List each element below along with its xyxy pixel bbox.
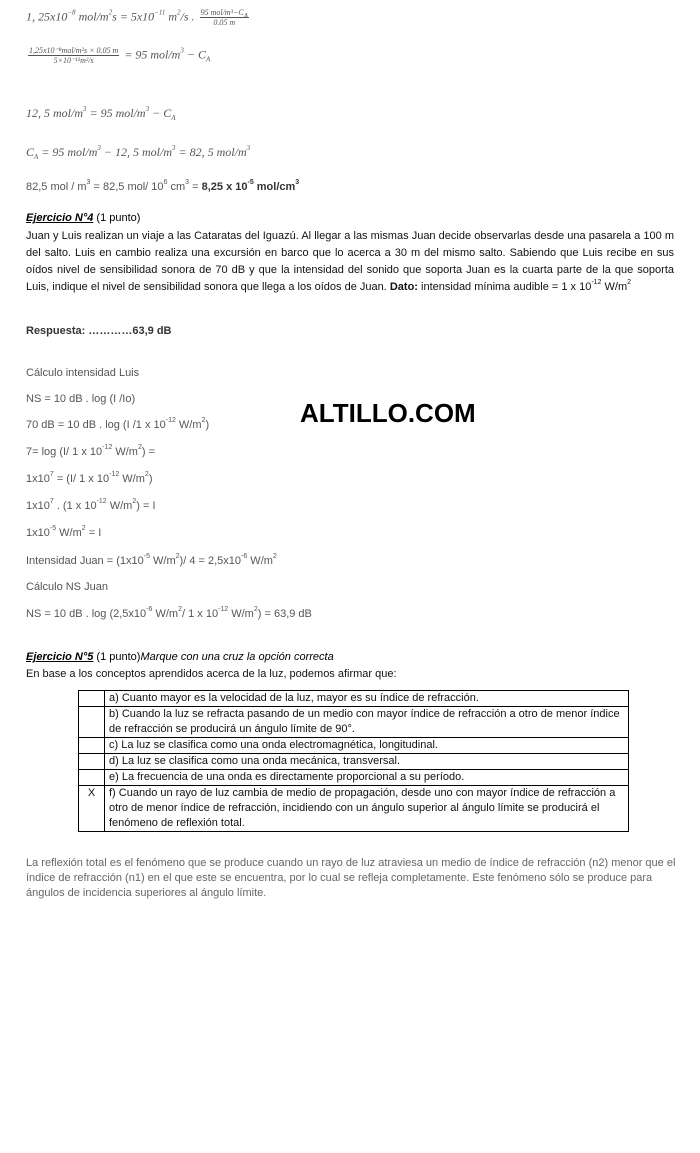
conversion-line: 82,5 mol / $m^3 = 82,5$ mol/ $10^6$ $cm^3 = 8,25$ x $10^{-5}$ mol/$cm^3$ — [26, 179, 300, 193]
step-line: 70 dB = 10 dB . log (I /1 x $10^{-12}$ $W/m^2$) — [26, 417, 210, 431]
equation-line-3: 12, 5 mol/$m^3 = 95$ mol/$m^3 - C_A$ — [26, 105, 176, 122]
step-line: Intensidad Juan = ($1x10^{-5}$ $W/m^2)/$ $4 = 2,5x10^{-6}$ $W/m^2$ — [26, 553, 277, 567]
option-row[interactable] — [79, 786, 629, 832]
step-formula: NS = 10 dB . log (I /Io) — [26, 393, 136, 405]
option-text: c) La luz se clasifica como una onda electromagnética, longitudinal. — [105, 738, 629, 754]
exercise-4-answer: Respuesta: …………63,9 dB — [26, 325, 172, 337]
watermark: ALTILLO.COM — [300, 398, 476, 428]
exercise-4-statement: Juan y Luis realizan un viaje a las Cataratas del Iguazú. Al llegar a las mismas Juan decide observarlas desde una pasarela a 100 m del salto. Luis en cambio realiza una excursión en barco que lo acerca a 30 m del mismo salto. Sabiendo que Luis recibe en sus oídos nivel de sensibilidad sonora de 70 dB y que la intensidad del sonido que soporta Juan es la cuarta parte de la que soporta Luis, indique el nivel de sensibilidad sonora que llega a los oídos de Juan. Dato: intensidad mínima audible = 1 x $10^{-12}$ $W/m^2$ — [26, 230, 674, 293]
step-line: 7= log (I/ 1 x $10^{-12}$ $W/m^2$) = — [26, 444, 155, 458]
exercise-5-intro: En base a los conceptos aprendidos acerca de la luz, podemos afirmar que: — [26, 668, 397, 680]
option-mark[interactable] — [79, 770, 105, 786]
step-line: NS = 10 dB . $\log (2,5x10^{-6}$ $W/m^2/$ 1 x $10^{-12}$ $W/m^2) = 63,9$ dB — [26, 606, 312, 620]
option-row[interactable] — [79, 754, 629, 770]
step-line: $1x10^{-5}$ $W/m^2 = I$ — [26, 525, 102, 539]
step-line: $1x10^7$ . (1 x $10^{-12}$ $W/m^2) = I$ — [26, 498, 156, 512]
option-row[interactable] — [79, 707, 629, 738]
option-row[interactable] — [79, 691, 629, 707]
option-text: a) Cuanto mayor es la velocidad de la luz, mayor es su índice de refracción. — [105, 691, 629, 707]
option-text: b) Cuando la luz se refracta pasando de un medio con mayor índice de refracción a otro de menor índice de refracción se producirá un ángulo límite de 90°. — [105, 707, 629, 738]
option-text: f) Cuando un rayo de luz cambia de medio de propagación, desde uno con mayor índice de refracción a otro de menor índice de refracción, incidiendo con un ángulo superior al ángulo límite se producirá el fenómeno de reflexión total. — [105, 786, 629, 832]
step-heading-luis: Cálculo intensidad Luis — [26, 367, 140, 379]
step-line: $1x10^7 = (I/$ 1 x $10^{-12}$ $W/m^2$) — [26, 471, 153, 485]
option-row[interactable] — [79, 738, 629, 754]
option-mark[interactable] — [79, 738, 105, 754]
exercise-5-heading: Ejercicio N°5 (1 punto)Marque con una cruz la opción correcta — [26, 651, 334, 663]
option-mark[interactable]: X — [79, 786, 105, 832]
option-text: e) La frecuencia de una onda es directamente proporcional a su período. — [105, 770, 629, 786]
explanation-note: La reflexión total es el fenómeno que se produce cuando un rayo de luz atraviesa un medio de índice de refracción (n2) menor que el índice de refracción (n1) en el que este se encuentra, por lo cual se refleja completamente. Este fenómeno sólo se produce para ángulos de incidencia superiores al ángulo límite. — [26, 857, 676, 899]
equation-line-1: 1, $25x10^{-8}$ mol/$m^2s = 5x10^{-11}$ $m^2/s$ . $\frac{95 mol/m^3-C_A}{0.05 m}$ — [26, 8, 248, 27]
exercise-4-heading: Ejercicio N°4 (1 punto) — [26, 212, 141, 224]
fraction: $\frac{\text{1,25x10⁻⁸mol/m²s × 0.05 m}}{\text{5×10⁻¹¹m²/s}}$ — [29, 46, 119, 65]
step-heading-juan: Cálculo NS Juan — [26, 581, 108, 593]
option-mark[interactable] — [79, 707, 105, 738]
options-table — [78, 690, 629, 832]
option-row[interactable] — [79, 770, 629, 786]
option-mark[interactable] — [79, 754, 105, 770]
fraction: $\frac{95 mol/m^3-C_A}{0.05 m}$ — [200, 8, 248, 27]
option-mark[interactable] — [79, 691, 105, 707]
option-text: d) La luz se clasifica como una onda mecánica, transversal. — [105, 754, 629, 770]
equation-line-2: $\frac{\text{1,25x10⁻⁸mol/m²s × 0.05 m}}{\text{5×10⁻¹¹m²/s}}$ = 95 mol/$m^3 - C_A$ — [29, 46, 211, 65]
equation-line-4: $C_A = 95$ mol/$m^3 - 12$, 5 mol/$m^3 = 82$, 5 mol/$m^3$ — [26, 144, 251, 161]
